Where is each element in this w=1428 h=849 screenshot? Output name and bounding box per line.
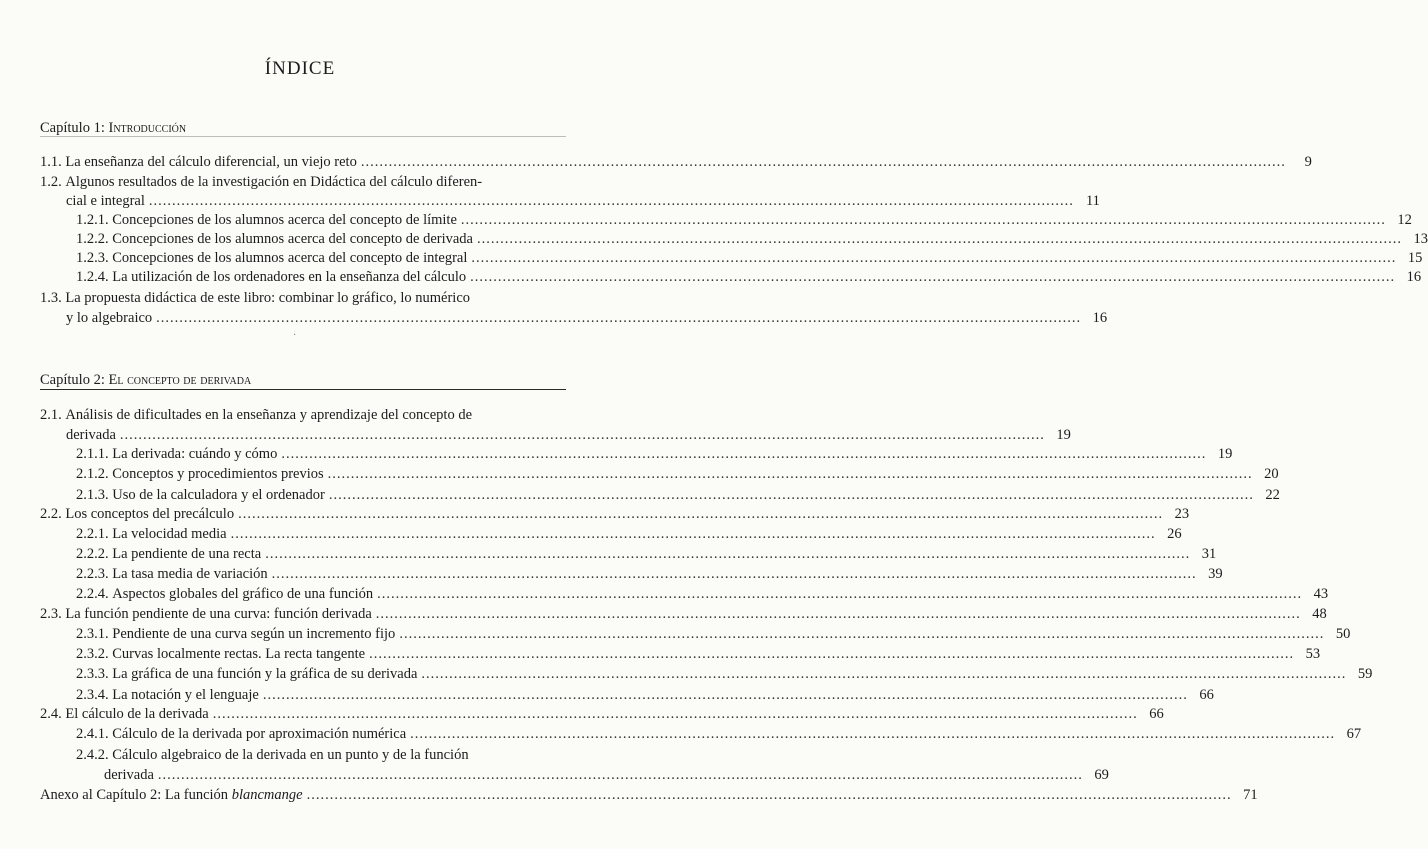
toc-entry[interactable]: 1.1. La enseñanza del cálculo diferencial, un viejo reto ..... 9 [40,153,566,172]
page-number: 67 [1346,726,1362,742]
toc-entry[interactable]: cial e integral ..... 11 [66,192,566,211]
toc-entry[interactable]: 2.3.3. La gráfica de una función y la gráfica de su derivada ..... 59 [76,665,566,684]
page-number: 16 [1092,310,1108,326]
toc-entry[interactable]: 2.3.2. Curvas localmente rectas. La recta tangente ..... 53 [76,645,566,664]
page-number: 11 [1085,193,1100,209]
toc-entry[interactable]: 2.1.3. Uso de la calculadora y el ordenador ..... 22 [76,486,566,505]
page-number: 50 [1335,626,1351,642]
page-number: 20 [1264,466,1279,482]
toc-entry[interactable]: 1.2.3. Concepciones de los alumnos acerca del concepto de integral ..... 15 [76,249,566,268]
toc-entry[interactable]: 2.3. La función pendiente de una curva: función derivada ..... 48 [40,605,566,624]
toc-entry-annex[interactable]: Anexo al Capítulo 2: La función blancmange ..... 71 [40,786,566,805]
page-number: 71 [1243,787,1258,803]
toc-entry-line1[interactable]: 1.2. Algunos resultados de la investigación en Didáctica del cálculo diferen- [40,174,483,190]
toc-entry[interactable]: 1.2.2. Concepciones de los alumnos acerca del concepto de derivada ..... 13 [76,230,566,249]
toc-entry[interactable]: 1.2.4. La utilización de los ordenadores en la enseñanza del cálculo ..... 16 [76,268,566,287]
toc-entry[interactable]: 1.2.1. Concepciones de los alumnos acerca del concepto de límite ..... 12 [76,211,566,230]
page-number: 26 [1167,526,1182,542]
toc-entry[interactable]: 2.4. El cálculo de la derivada ..... 66 [40,705,566,724]
page-number: 19 [1056,427,1071,443]
toc-entry[interactable]: 2.2. Los conceptos del precálculo ..... 23 [40,505,566,524]
page-number: 39 [1208,566,1223,582]
page-number: 43 [1313,586,1329,602]
toc-entry[interactable]: 2.4.1. Cálculo de la derivada por aproximación numérica ..... 67 [76,725,566,744]
toc-entry[interactable]: 2.1.1. La derivada: cuándo y cómo ..... 19 [76,445,566,464]
page-number: 16 [1406,269,1422,285]
page-number: 69 [1094,767,1109,783]
toc-entry[interactable]: 2.3.4. La notación y el lenguaje ..... 66 [76,686,566,705]
page-number: 66 [1149,706,1164,722]
page-number: 31 [1201,546,1217,562]
page-number: 53 [1305,646,1321,662]
chapter-1-title: Introducción [108,120,187,136]
page-title: ÍNDICE [264,58,336,79]
toc-entry[interactable]: 2.2.1. La velocidad media ..... 26 [76,525,566,544]
chapter-1-prefix: Capítulo 1: [40,120,105,136]
toc-entry[interactable]: 2.2.4. Aspectos globales del gráfico de una función ..... 43 [76,585,566,604]
toc-entry[interactable]: 2.2.2. La pendiente de una recta ..... 31 [76,545,566,564]
page-number: 13 [1413,231,1428,247]
page-number: 9 [1304,154,1312,170]
toc-entry[interactable]: derivada ..... 19 [66,426,566,445]
page-number: 22 [1265,487,1280,503]
toc-entry[interactable]: derivada ..... 69 [104,766,566,785]
page-number: 12 [1397,212,1412,228]
toc-entry[interactable]: 2.2.3. La tasa media de variación ..... 39 [76,565,566,584]
toc-entry-line1[interactable]: 2.4.2. Cálculo algebraico de la derivada en un punto y de la función [76,747,469,763]
page-number: 48 [1312,606,1327,622]
page-number: 66 [1199,687,1214,703]
chapter-2-prefix: Capítulo 2: [40,372,105,388]
toc-entry[interactable]: 2.1.2. Conceptos y procedimientos previos ..... 20 [76,465,566,484]
toc-entry-line1[interactable]: 2.1. Análisis de dificultades en la enseñanza y aprendizaje del concepto de [40,407,473,423]
page-number: 23 [1174,506,1190,522]
toc-page: ÍNDICE Capítulo 1: Introducción Capítulo 2: El concepto de derivada · 1.1. La enseñanza del cálculo diferencial, un viejo reto ..... 9 1.2. Algunos resultados de la investigación en Didáctica del cálculo diferen- cial e integral ..... 11 1.2.1. Concepciones de los alumnos acerca del concepto de límite ..... 12 1.2.2. Concepciones de los alumnos acerca del concepto de derivada ..... 13 1.2.3. Concepciones de los alumnos acerca del concepto de integral ..... 15 1.2.4. La utilización de los ordenadores en la enseñanza del cálculo ..... 16 1.3. La propuesta didáctica de este libro: combinar lo gráfico, lo numérico y lo algebraico ..... 16 2.1. Análisis de dificultades en la enseñanza y aprendizaje del concepto de derivada ..... 19 2.1.1. La derivada: cuándo y cómo ..... 19 2.1.2. Conceptos y procedimientos previos ..... 20 2.1.3. Uso de la calculadora y el ordenador ..... 22 2.2. Los conceptos del precálculo ..... 23 2.2.1. La velocidad media ..... 26 2.2.2. La pendiente de una recta ..... 31 2.2.3. La tasa media de variación ..... 39 2.2.4. Aspectos globales del gráfico de una función ..... 43 2.3. La función pendiente de una curva: función derivada ..... 48 2.3.1. Pendiente de una curva según un incremento fijo ..... 50 2.3.2. Curvas localmente rectas. La recta tangente ..... 53 2.3.3. La gráfica de una función y la gráfica de su derivada ..... 59 2.3.4. La notación y el lenguaje ..... 66 2.4. El cálculo de la derivada ..... 66 2.4.1. Cálculo de la derivada por aproximación numérica ..... 67 2.4.2. Cálculo algebraico de la derivada en un punto y de la función derivada ..... 69 Anexo al Capítulo 2: La función blancmange ..... 71 [0,0,600,849]
toc-entry[interactable]: y lo algebraico ..... 16 [66,309,566,328]
toc-entry-line1[interactable]: 1.3. La propuesta didáctica de este libro: combinar lo gráfico, lo numérico [40,290,471,306]
page-number: 15 [1407,250,1423,266]
page-number: 59 [1357,666,1373,682]
toc-entry[interactable]: 2.3.1. Pendiente de una curva según un incremento fijo ..... 50 [76,625,566,644]
page-number: 19 [1217,446,1233,462]
chapter-2-title: El concepto de derivada [108,372,252,388]
